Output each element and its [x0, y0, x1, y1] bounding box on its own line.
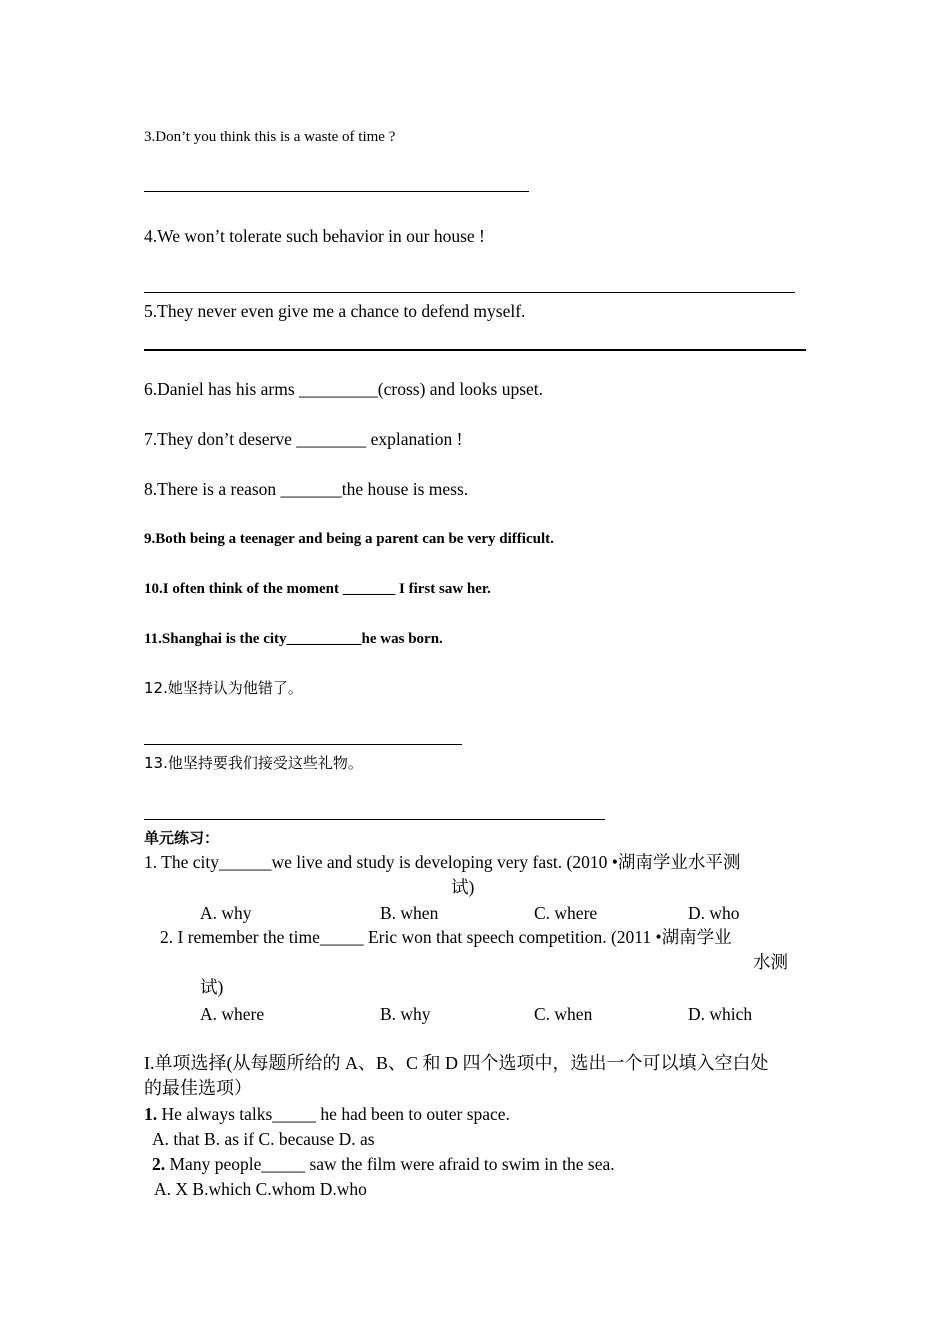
question-6: 6.Daniel has his arms _________(cross) and looks upset. — [144, 379, 544, 399]
question-3: 3.Don’t you think this is a waste of time ? — [144, 129, 396, 145]
question-9: 9.Both being a teenager and being a parent can be very difficult. — [144, 531, 554, 547]
answer-line-5 — [144, 349, 806, 351]
answer-line-13 — [144, 819, 605, 820]
unit-exercise-heading: 单元练习： — [144, 829, 220, 847]
section-1-question-2 — [152, 1154, 615, 1175]
section-1-q2-options: A. X B.which C.whom D.who — [154, 1179, 367, 1199]
unit-q2-option-a: A. where — [200, 1004, 265, 1024]
question-4: 4.We won’t tolerate such behavior in our house ! — [144, 226, 485, 246]
question-text: Many people_____ saw the film were afraid to swim in the sea. — [165, 1154, 615, 1174]
unit-question-2-cont2: 试) — [200, 977, 224, 997]
section-1-q1-options: A. that B. as if C. because D. as — [152, 1129, 375, 1149]
question-8: 8.There is a reason _______the house is mess. — [144, 479, 469, 499]
unit-q1-option-b: B. when — [380, 903, 439, 923]
question-11: 11.Shanghai is the city__________he was born. — [144, 631, 443, 647]
question-number: 2. — [152, 1154, 166, 1174]
question-7: 7.They don’t deserve ________ explanation ! — [144, 429, 463, 449]
unit-q1-option-c: C. where — [534, 903, 598, 923]
unit-q2-option-c: C. when — [534, 1004, 593, 1024]
unit-q2-option-b: B. why — [380, 1004, 431, 1024]
answer-line-3 — [144, 191, 529, 192]
question-13: 13.他坚持要我们接受这些礼物。 — [144, 754, 363, 772]
unit-question-2: 2. I remember the time_____ Eric won that speech competition. (2011 •湖南学业 — [160, 927, 732, 947]
answer-line-12 — [144, 744, 462, 745]
question-number: 1. — [144, 1104, 158, 1124]
unit-q2-option-d: D. which — [688, 1004, 753, 1024]
question-text: He always talks_____ he had been to outer space. — [157, 1104, 510, 1124]
unit-q1-option-d: D. who — [688, 903, 740, 923]
unit-q1-option-a: A. why — [200, 903, 252, 923]
question-10: 10.I often think of the moment _______ I first saw her. — [144, 581, 491, 597]
unit-question-2-cont: 水测 — [753, 952, 788, 972]
section-1-heading: I.单项选择(从每题所给的 A、B、C 和 D 四个选项中，选出一个可以填入空白处 — [144, 1053, 769, 1073]
section-1-heading-cont: 的最佳选项） — [144, 1078, 252, 1098]
question-5: 5.They never even give me a chance to defend myself. — [144, 301, 526, 321]
section-1-question-1 — [144, 1104, 510, 1125]
question-12: 12.她坚持认为他错了。 — [144, 679, 303, 697]
unit-question-1: 1. The city______we live and study is developing very fast. (2010 •湖南学业水平测 — [144, 852, 741, 872]
answer-line-4 — [144, 292, 795, 293]
unit-question-1-cont: 试) — [451, 877, 475, 897]
